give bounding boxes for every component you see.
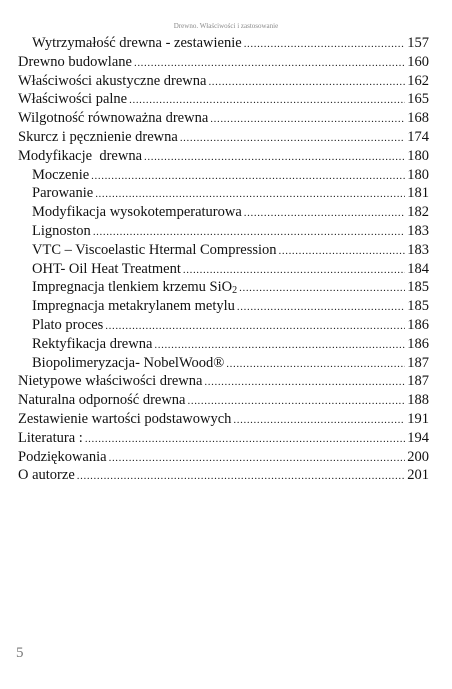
- toc-entry-page: 165: [407, 91, 429, 108]
- toc-leader-dots: [244, 34, 406, 54]
- toc-entry[interactable]: [18, 203, 429, 222]
- toc-entry-title: Drewno budowlane: [18, 53, 132, 70]
- toc-entry-page: 160: [407, 53, 429, 70]
- toc-entry[interactable]: [18, 278, 429, 297]
- toc-entry-page: 168: [407, 110, 429, 127]
- toc-entry-page: 201: [407, 467, 429, 484]
- toc-entry-title: Właściwości akustyczne drewna: [18, 72, 207, 89]
- toc-entry-page: 187: [407, 354, 429, 371]
- toc-entry-title: Naturalna odporność drewna: [18, 392, 186, 409]
- toc-entry[interactable]: [18, 184, 429, 203]
- toc-leader-dots: [233, 410, 405, 430]
- toc-entry-title: Wilgotność równoważna drewna: [18, 110, 209, 127]
- toc-entry[interactable]: [18, 34, 429, 53]
- toc-leader-dots: [77, 466, 405, 486]
- toc-entry-page: 183: [407, 222, 429, 239]
- toc-leader-dots: [279, 241, 406, 261]
- toc-leader-dots: [154, 335, 405, 355]
- toc-leader-dots: [226, 354, 405, 374]
- toc-entry-title-text: Impregnacja tlenkiem krzemu SiO: [32, 279, 233, 296]
- toc-entry-title: Modyfikacja wysokotemperaturowa: [32, 204, 242, 221]
- toc-entry[interactable]: [18, 222, 429, 241]
- toc-entry-page: 181: [407, 185, 429, 202]
- toc-entry-page: 157: [407, 35, 429, 51]
- toc-entry[interactable]: [18, 335, 429, 354]
- toc-leader-dots: [188, 391, 406, 411]
- table-of-contents: [18, 34, 429, 485]
- toc-entry[interactable]: [18, 53, 429, 72]
- toc-leader-dots: [144, 147, 405, 167]
- toc-entry-title: Rektyfikacja drewna: [32, 335, 153, 352]
- toc-entry[interactable]: [18, 128, 429, 147]
- toc-leader-dots: [109, 448, 406, 468]
- toc-leader-dots: [105, 316, 405, 336]
- toc-entry[interactable]: [18, 316, 429, 335]
- toc-leader-dots: [183, 260, 405, 280]
- toc-entry-title: Impregnacja metakrylanem metylu: [32, 298, 235, 315]
- toc-leader-dots: [93, 222, 405, 242]
- toc-entry[interactable]: [18, 90, 429, 109]
- toc-entry-title: [32, 278, 237, 297]
- toc-entry-title: Wytrzymałość drewna - zestawienie: [32, 35, 242, 51]
- toc-entry-title: Lignoston: [32, 222, 91, 239]
- toc-entry-page: 188: [407, 392, 429, 409]
- toc-entry-title: Skurcz i pęcznienie drewna: [18, 128, 178, 145]
- toc-leader-dots: [239, 278, 405, 298]
- toc-entry-page: 194: [407, 429, 429, 446]
- toc-entry-title: Moczenie: [32, 166, 90, 183]
- toc-leader-dots: [180, 128, 405, 148]
- toc-entry-page: 186: [407, 335, 429, 352]
- toc-entry-title: OHT- Oil Heat Treatment: [32, 260, 181, 277]
- toc-entry[interactable]: [18, 448, 429, 467]
- toc-leader-dots: [134, 53, 405, 73]
- toc-entry-title: O autorze: [18, 467, 75, 484]
- toc-leader-dots: [208, 72, 405, 92]
- toc-entry[interactable]: [18, 109, 429, 128]
- toc-leader-dots: [244, 203, 405, 223]
- toc-entry[interactable]: [18, 166, 429, 185]
- toc-entry-page: 186: [407, 316, 429, 333]
- toc-entry[interactable]: [18, 260, 429, 279]
- toc-entry[interactable]: [18, 429, 429, 448]
- toc-entry-page: 200: [407, 448, 429, 465]
- toc-entry-page: 180: [407, 166, 429, 183]
- toc-entry-page: 185: [407, 298, 429, 315]
- toc-entry[interactable]: [18, 410, 429, 429]
- toc-entry-title: Modyfikacje drewna: [18, 147, 143, 164]
- toc-entry[interactable]: [18, 391, 429, 410]
- toc-leader-dots: [210, 109, 405, 129]
- toc-entry[interactable]: [18, 241, 429, 260]
- toc-entry-title: Podziękowania: [18, 448, 107, 465]
- toc-entry[interactable]: [18, 147, 429, 166]
- page-number: 5: [16, 645, 24, 661]
- toc-entry-title: Zestawienie wartości podstawowych: [18, 410, 232, 427]
- toc-entry-title: Nietypowe właściwości drewna: [18, 373, 203, 390]
- toc-entry-page: 187: [407, 373, 429, 390]
- toc-entry-page: 180: [407, 147, 429, 164]
- toc-entry-title: VTC – Viscoelastic Htermal Compression: [32, 241, 277, 258]
- toc-entry-title: Właściwości palne: [18, 91, 128, 108]
- toc-leader-dots: [95, 184, 405, 204]
- toc-entry[interactable]: [18, 372, 429, 391]
- toc-entry-title: Parowanie: [32, 185, 94, 202]
- toc-entry[interactable]: [18, 72, 429, 91]
- toc-entry[interactable]: [18, 354, 429, 373]
- toc-leader-dots: [91, 166, 405, 186]
- toc-entry[interactable]: [18, 466, 429, 485]
- toc-entry-page: 162: [407, 72, 429, 89]
- toc-entry-title: Biopolimeryzacja- NobelWood®: [32, 354, 225, 371]
- toc-entry-page: 185: [407, 279, 429, 296]
- toc-entry-page: 183: [407, 241, 429, 258]
- toc-leader-dots: [204, 372, 405, 392]
- toc-entry-page: 191: [407, 410, 429, 427]
- toc-entry-page: 174: [407, 128, 429, 145]
- toc-entry-page: 184: [407, 260, 429, 277]
- toc-entry-title: Plato proces: [32, 316, 104, 333]
- toc-entry[interactable]: [18, 297, 429, 316]
- toc-leader-dots: [85, 429, 405, 449]
- toc-leader-dots: [237, 297, 405, 317]
- toc-leader-dots: [129, 90, 405, 110]
- running-header: Drewno. Właściwości i zastosowanie: [173, 22, 279, 30]
- toc-entry-title: Literatura :: [18, 429, 83, 446]
- toc-entry-page: 182: [407, 204, 429, 221]
- chemical-subscript: 2: [232, 285, 238, 297]
